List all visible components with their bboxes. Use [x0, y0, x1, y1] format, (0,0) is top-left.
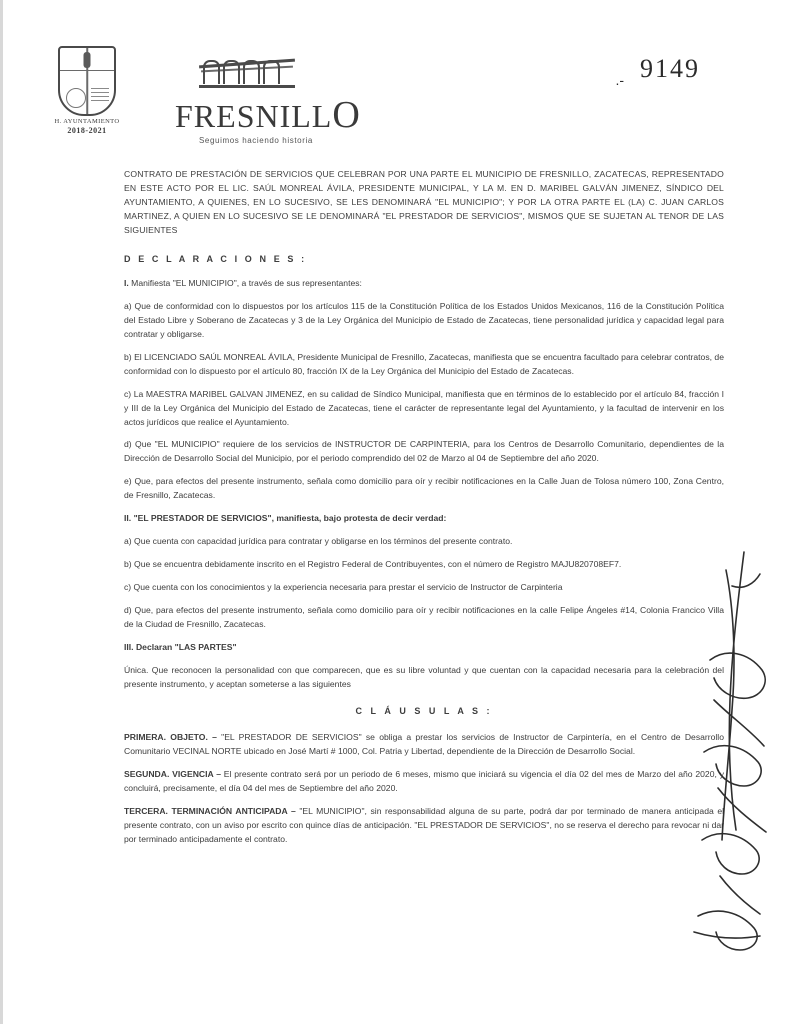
- clause-text: El presente contrato será por un periodo de 6 meses, mismo que iniciará su vigencia el día 02 del mes de Marzo del año 2020, y concluirá, precisamente, el día 04 del mes de Septiembre del año 2020.: [124, 768, 724, 793]
- clause: [124, 731, 724, 759]
- declaracion-item: a) Que de conformidad con lo dispuestos por los artículos 115 de la Constitución Política de los Estados Unidos Mexicanos, 116 de la Constitución Política del Estado Libre y Soberano de Zacatecas y 3 de la Ley Orgánica del Municipio de Estado de Zacatecas, tiene personalidad jurídica y capacidad legal para contratar y obligarse.: [124, 301, 724, 339]
- logo-wordmark: [175, 96, 395, 134]
- declaracion-roman: II.: [124, 513, 132, 524]
- declaracion-item: b) Que se encuentra debidamente inscrito en el Registro Federal de Contribuyentes, con el número de Registro MAJU820708EF7.: [124, 559, 622, 570]
- declaracion-roman: III.: [124, 641, 134, 652]
- logo-tagline: Seguimos haciendo historia: [199, 136, 313, 145]
- declaracion-heading: [124, 641, 724, 655]
- clause: [124, 768, 724, 796]
- declaracion-item: c) Que cuenta con los conocimientos y la experiencia necesaria para prestar el servicio de Instructor de Carpinteria: [124, 581, 563, 592]
- clause-label: SEGUNDA. VIGENCIA –: [124, 768, 221, 779]
- clause-label: TERCERA. TERMINACIÓN ANTICIPADA –: [124, 805, 296, 816]
- declaracion-item: Única. Que reconocen la personalidad con que comparecen, que es su libre voluntad y que cuentan con la capacidad necesaria para la celebración del presente instrumento, y aceptan someterse a las siguientes: [124, 664, 724, 689]
- declaracion-item: b) El LICENCIADO SAÚL MONREAL ÁVILA, Presidente Municipal de Fresnillo, Zacatecas, manifiesta que se encuentra facultado para celebrar contratos, de conformidad con lo dispuesto por el artículo 80, fracción IX de la Ley Orgánica del Municipio del Estado de Zacatecas.: [124, 351, 724, 376]
- clausulas-heading: C L Á U S U L A S :: [355, 706, 493, 717]
- clause-text: "EL PRESTADOR DE SERVICIOS" se obliga a prestar los servicios de Instructor de Carpintería, en el Centro de Desarrollo Comunitario VECINAL NORTE ubicado en José Martí # 1000, Col. Patria y Libertad, dependiente de la Dirección de Desarrollo Social.: [124, 732, 725, 756]
- aqueduct-arches-icon: [199, 52, 295, 92]
- folio-mark: .-: [615, 72, 624, 88]
- declaraciones-heading: D E C L A R A C I O N E S :: [124, 253, 307, 264]
- crest-caption: H. AYUNTAMIENTO: [54, 118, 120, 125]
- declaracion-item: d) Que "EL MUNICIPIO" requiere de los servicios de INSTRUCTOR DE CARPINTERIA, para los Centros de Desarrollo Comunitario, dependientes de la Dirección de Desarrollo Social del Municipio, por el periodo comprendido del 02 de Marzo al 04 de Septiembre del año 2020.: [124, 439, 724, 464]
- declaracion-item: c) La MAESTRA MARIBEL GALVAN JIMENEZ, en su calidad de Síndico Municipal, manifiesta que en términos de lo establecido por el artículo 84, fracción I y III de la Ley Orgánica del Municipio del Estado de Zacatecas, tiene el carácter de representante legal del Ayuntamiento, y la facultad de intervenir en los actos jurídicos que realice el Ayuntamiento.: [124, 388, 724, 427]
- fresnillo-logo: [175, 52, 395, 145]
- declaracion-item: a) Que cuenta con capacidad jurídica para contratar y obligarse en los términos del presente contrato.: [124, 536, 513, 547]
- contract-preamble: CONTRATO DE PRESTACIÓN DE SERVICIOS QUE CELEBRAN POR UNA PARTE EL MUNICIPIO DE FRESNILLO, ZACATECAS, REPRESENTADO EN ESTE ACTO POR EL LIC. SAÚL MONREAL ÁVILA, PRESIDENTE MUNICIPAL, Y LA M. EN D. MARIBEL GALVÁN JIMENEZ, SÍNDICO DEL AYUNTAMIENTO, A QUIENES, EN LO SUCESIVO, SE LES DENOMINARÁ "EL MUNICIPIO"; Y POR LA OTRA PARTE EL (LA) C. JUAN CARLOS MARTINEZ, A QUIEN EN LO SUCESIVO SE LE DENOMINARÁ "EL PRESTADOR DE SERVICIOS", MISMOS QUE SE SUJETAN AL TENOR DE LAS SIGUIENTES: [124, 169, 724, 235]
- declaracion-heading-text: Manifiesta "EL MUNICIPIO", a través de sus representantes:: [131, 278, 362, 289]
- logo-wordmark-o: O: [332, 94, 361, 136]
- declaracion-heading: [124, 512, 724, 526]
- declaracion-item: e) Que, para efectos del presente instrumento, señala como domicilio para oír y recibir notificaciones en la Calle Juan de Tolosa número 100, Zona Centro, de Fresnillo, Zacatecas.: [124, 476, 724, 501]
- municipal-crest: [52, 46, 122, 135]
- document-header: [0, 0, 792, 145]
- declaracion-item: d) Que, para efectos del presente instrumento, señala como domicilio para oír y recibir notificaciones en la calle Felipe Ángeles #14, Colonia Francico Villa de la Ciudad de Fresnillo, Zacatecas.: [124, 604, 724, 629]
- document-body: [124, 168, 724, 856]
- coat-of-arms-icon: [58, 46, 116, 116]
- declaracion-roman: I.: [124, 278, 129, 289]
- folio-number: 9149: [640, 54, 700, 83]
- declaracion-heading-text: Declaran "LAS PARTES": [135, 641, 237, 652]
- clause-text: "EL MUNICIPIO", sin responsabilidad alguna de su parte, podrá dar por terminado de manera anticipada el presente contrato, con un aviso por escrito con quince días de anticipación. "EL PRESTADOR DE SERVICIOS", no se reserva el derecho para revocar ni dar por terminado anticipadamente el contrato.: [124, 805, 725, 844]
- declaracion-heading-text: "EL PRESTADOR DE SERVICIOS", manifiesta, bajo protesta de decir verdad:: [133, 513, 447, 524]
- crest-years: 2018-2021: [67, 126, 107, 136]
- logo-wordmark-text: FRESNILL: [175, 98, 333, 134]
- declaracion-heading: [124, 277, 724, 291]
- clause: [124, 805, 724, 847]
- clause-label: PRIMERA. OBJETO. –: [124, 732, 217, 743]
